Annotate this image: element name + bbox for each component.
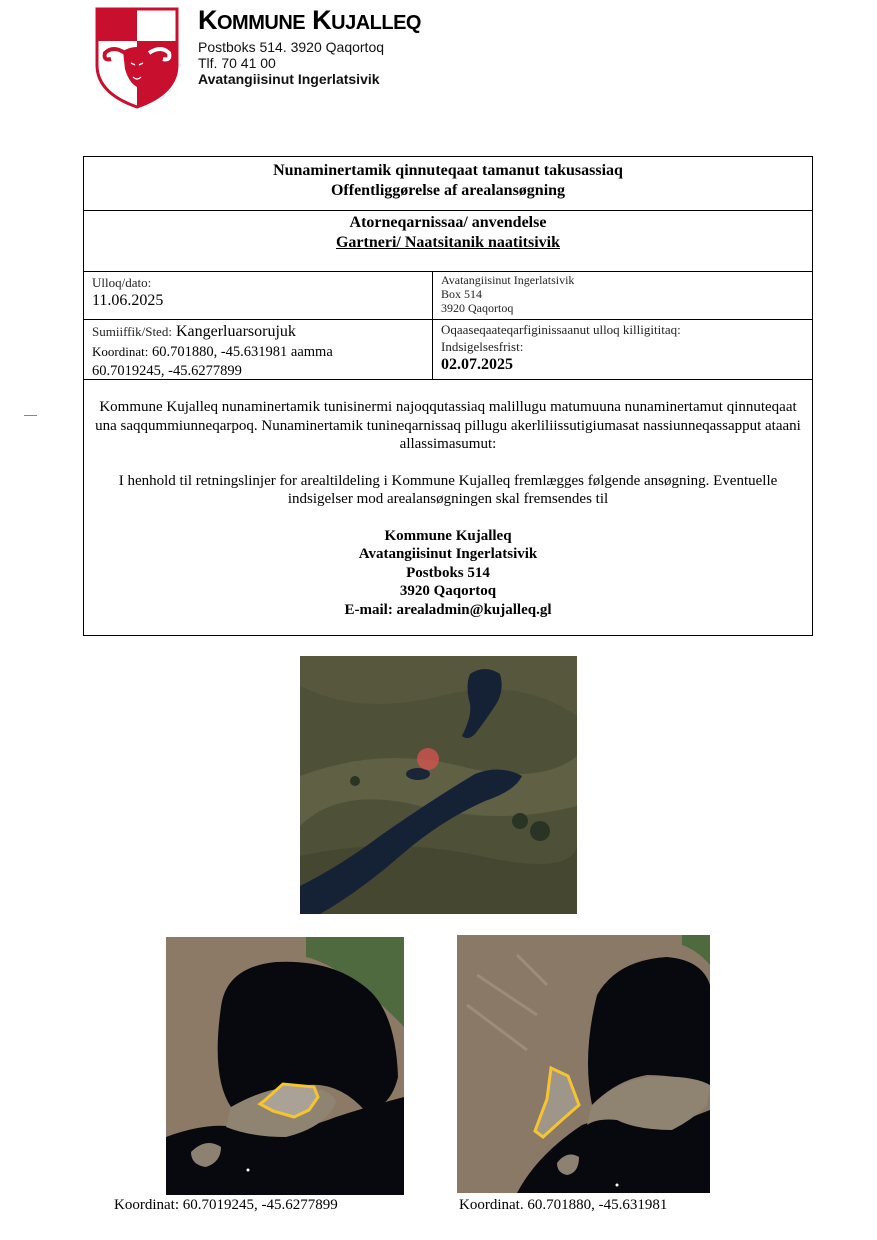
sender-cell	[433, 272, 812, 319]
deadline-label-greenlandic: Oqaaseqaateqarfiginissaanut ulloq killigititaq:	[441, 322, 681, 337]
form-title-row	[84, 157, 812, 211]
postal-address: Postboks 514. 3920 Qaqortoq	[198, 39, 385, 55]
coordinate-value-2: 60.7019245, -45.6277899	[92, 363, 242, 379]
org-name-rest: OMMUNE	[217, 12, 306, 34]
sender-line: Box 514	[441, 287, 483, 301]
address-line: Kommune Kujalleq	[384, 527, 512, 544]
kommune-kujalleq-coat-of-arms-logo	[95, 7, 179, 109]
detail-satellite-map-left	[166, 937, 404, 1195]
coordinate-line	[92, 342, 432, 362]
coordinate-value: 60.701880, -45.631981 aamma	[151, 344, 333, 360]
place-deadline-row	[84, 320, 812, 380]
deadline-label-danish: Indsigelsesfrist:	[441, 339, 524, 354]
letterhead	[198, 4, 421, 87]
place-label: Sumiiffik/Sted:	[92, 324, 172, 339]
phone-number: Tlf. 70 41 00	[198, 55, 276, 71]
map-caption-right: Koordinat. 60.701880, -45.631981	[459, 1197, 668, 1213]
paragraph-greenlandic: Kommune Kujalleq nunaminertamik tunisinermi najoqqutassiaq malillugu matumuuna nunaminertamut qinnuteqaat una saqqummiunneqarpoq. Nunaminertamik tunineqarnissaq pillugu akerliliissutigiumasat nassiunneqassapput ataani allassimasumut:	[95, 399, 801, 452]
objection-address	[92, 527, 804, 620]
date-cell	[84, 272, 433, 319]
sender-line: Avatangiisinut Ingerlatsivik	[441, 273, 575, 287]
address-line: Postboks 514	[406, 564, 490, 581]
detail-satellite-map-right	[457, 935, 710, 1193]
sender-line: 3920 Qaqortoq	[441, 301, 514, 315]
map-caption-left: Koordinat: 60.7019245, -45.6277899	[114, 1197, 338, 1213]
org-name-initial: K	[198, 5, 217, 35]
place-cell	[84, 320, 433, 379]
deadline-cell	[433, 320, 812, 379]
title-danish: Offentliggørelse af arealansøgning	[330, 182, 566, 199]
shield-icon	[95, 7, 179, 109]
overview-satellite-map	[300, 656, 577, 914]
email-line[interactable]: E-mail: arealadmin@kujalleq.gl	[344, 601, 552, 618]
title-greenlandic: Nunaminertamik qinnuteqaat tamanut takusassiaq	[273, 162, 623, 179]
margin-mark	[24, 415, 37, 416]
address-line: 3920 Qaqortoq	[399, 583, 497, 599]
org-name-rest: UJALLEQ	[331, 12, 421, 34]
location-marker	[417, 748, 439, 770]
date-sender-row	[84, 272, 812, 320]
address-line: Avatangiisinut Ingerlatsivik	[358, 546, 538, 562]
usage-label: Atorneqarnissaa/ anvendelse	[349, 214, 547, 231]
coordinate-label: Koordinat:	[92, 344, 149, 359]
org-name-initial: K	[312, 5, 332, 35]
usage-value: Gartneri/ Naatsitanik naatitsivik	[335, 234, 560, 251]
application-notice-form	[83, 156, 813, 636]
place-line	[92, 322, 432, 342]
usage-row	[84, 211, 812, 272]
notice-body	[84, 380, 812, 635]
paragraph-danish: I henhold til retningslinjer for arealtildeling i Kommune Kujalleq fremlægges følgende ansøgning. Eventuelle indsigelser mod arealansøgningen skal fremsendes til	[118, 472, 778, 507]
department-name: Avatangiisinut Ingerlatsivik	[198, 71, 380, 87]
organization-name	[198, 4, 421, 39]
date-label: Ulloq/dato:	[92, 275, 152, 290]
date-value: 11.06.2025	[92, 292, 164, 309]
place-value: Kangerluarsorujuk	[175, 323, 296, 340]
deadline-value: 02.07.2025	[441, 356, 513, 373]
